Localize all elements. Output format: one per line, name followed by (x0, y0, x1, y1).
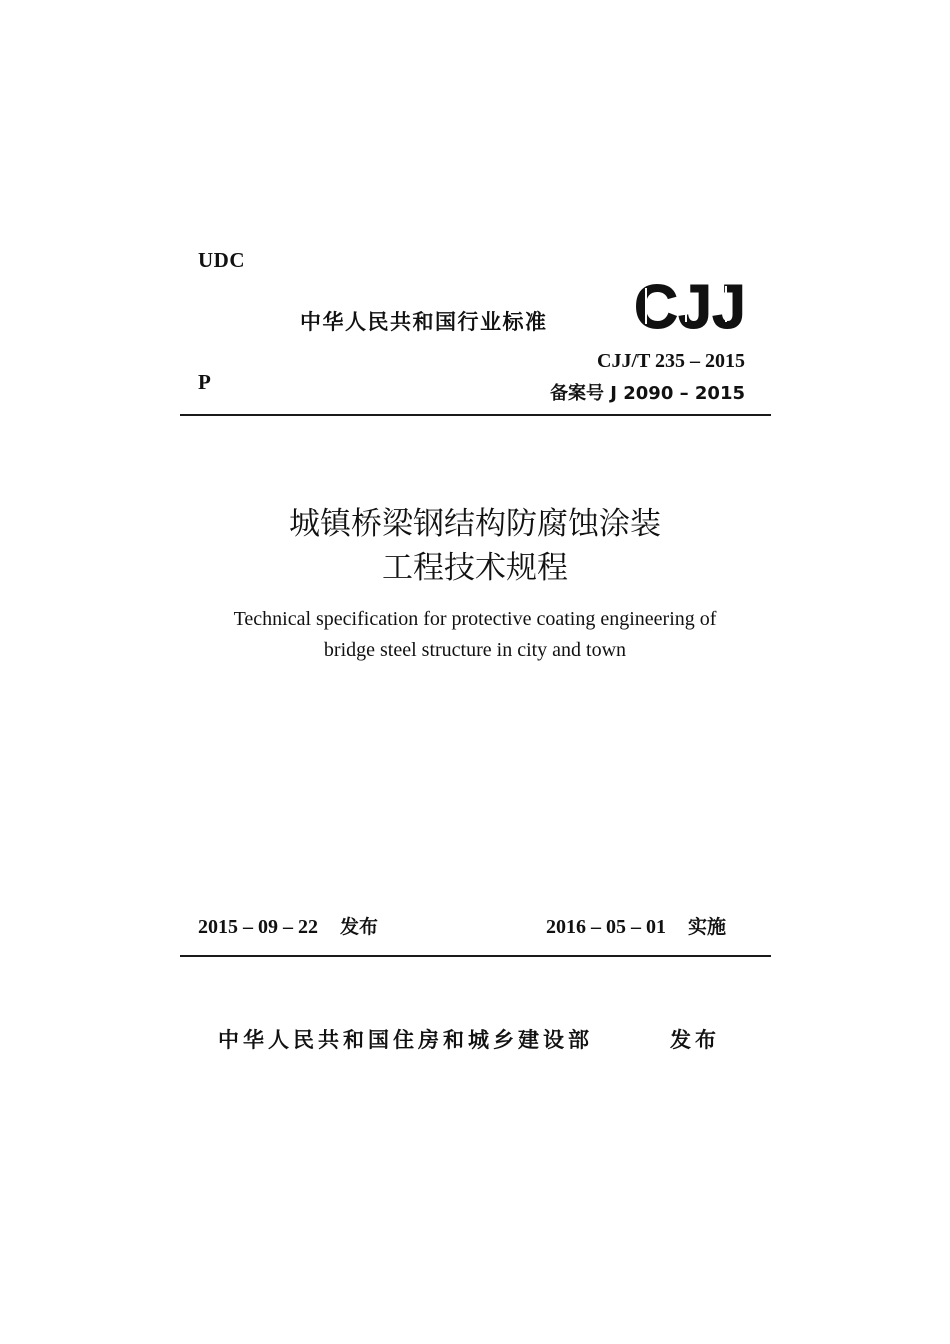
title-zh-line1: 城镇桥梁钢结构防腐蚀涂装 (289, 506, 661, 542)
issue-date: 2015 – 09 – 22 (198, 916, 318, 938)
effective-label: 实施 (688, 916, 727, 938)
title-en-line2: bridge steel structure in city and town (323, 639, 627, 661)
issue-label: 发布 (340, 916, 379, 938)
standard-number: CJJ/T 235 – 2015 (597, 350, 745, 372)
udc-label: UDC (198, 248, 245, 272)
issuer-action: 发布 (670, 1028, 720, 1052)
effective-date: 2016 – 05 – 01 (546, 916, 666, 938)
category-code: P (198, 370, 211, 394)
cjj-logo-text: CJJ (634, 276, 746, 334)
header-divider (180, 414, 771, 416)
effective-date-block (546, 912, 726, 939)
title-zh-line2: 工程技术规程 (382, 550, 568, 586)
filing-number: 备案号 J 2090 – 2015 (550, 383, 745, 404)
issuer-name: 中华人民共和国住房和城乡建设部 (218, 1028, 593, 1052)
footer-divider (180, 955, 771, 957)
cjj-logo (632, 276, 748, 334)
title-en-line1: Technical specification for protective coating engineering of (233, 608, 717, 630)
industry-standard-label: 中华人民共和国行业标准 (300, 310, 548, 334)
issue-date-block (198, 912, 378, 939)
